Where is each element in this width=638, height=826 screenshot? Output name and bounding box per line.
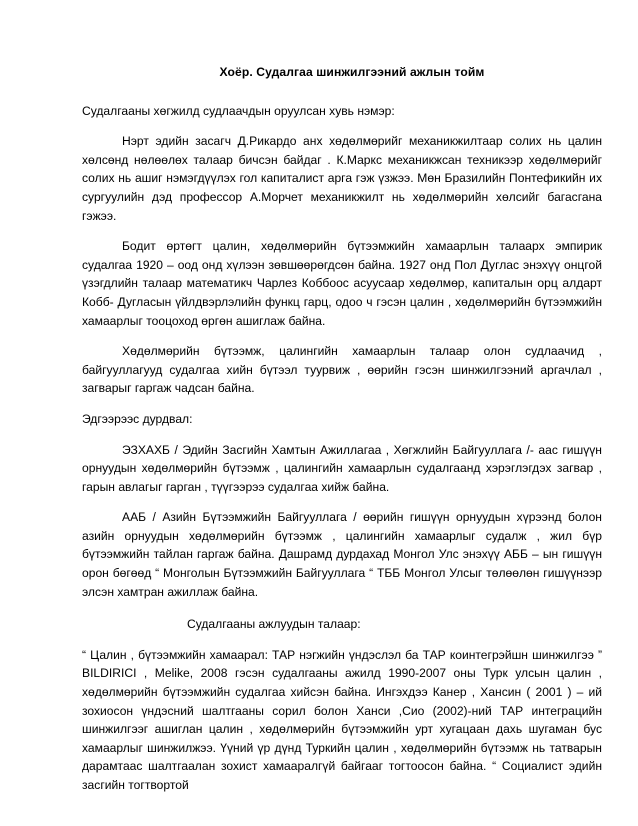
paragraph-ricardo-marx: Нэрт эдийн засагч Д.Рикардо анх хөдөлмөрийг механикжилтаар солих нь цалин хөлсөнд нөлөөлөх талаар бичсэн байдаг . К.Маркс механикжсан техникээр хөдөлмөрийг солих нь ашиг нэмэгдүүлэх гол капиталист арга гэж үзжээ. Мөн Бразилийн Понтефикийн их сургуулийн дэд профессор А.Морчет механикжилт нь хөдөлмөрийн хөлсийг багасгана гэжээ. (82, 134, 602, 223)
intro-paragraph: Судалгааны хөгжилд судлаачдын оруулсан хувь нэмэр: (82, 103, 395, 118)
paragraph-apo: ААБ / Азийн Бүтээмжийн Байгууллага / өөрийн гишүүн орнуудын хүрээнд болон азийн орнуудын хөдөлмөрийн бүтээмж , цалингийн хамаарлыг судалж , жил бүр бүтээмжийн тайлан гаргаж байна. Дашрамд дурдахад Монгол Улс энэхүү АББ – ын гишүүн орон бөгөөд “ Монголын Бүтээмжийн Байгууллага “ ТББ Монгол Улсыг төлөөлөн гишүүнээр элсэн хамтран ажиллаж байна. (82, 510, 602, 599)
paragraph-oecd: ЭЗХАХБ / Эдийн Засгийн Хамтын Ажиллагаа , Хөгжлийн Байгууллага /- аас гишүүн орнуудын хөдөлмөрийн бүтээмж , цалингийн хамаарлын судалгаанд хэрэглэгдэх загвар , гарын авлагыг гарган , түүгээрээ судалгаа хийж байна. (82, 442, 602, 494)
subheading: Судалгааны ажлуудын талаар: (187, 617, 361, 632)
document-page (82, 63, 602, 807)
paragraph-bildirici: “ Цалин , бүтээмжийн хамаарал: ТАР нэгжийн үндэслэл ба ТАР коинтегрэйшн шинжилгээ ” BILDIRICI , Melike, 2008 гэсэн судалгааны ажилд 1990-2007 оны Турк улсын цалин , хөдөлмөрийн бүтээмжийн судалгаа хийсэн байна. Ингэхдээ Канер , Хансин ( 2001 ) – ий зохиосон үндэсний шалтгааны сорил болон Ханси ,Сио (2002)-ний ТАР интеграцийн шинжилгээг ашиглан цалин , хөдөлмөрийн бүтээмжийн урт хугацаан дахь шугаман бус хамаарлыг шинжилжээ. Үүний үр дүнд Туркийн цалин , хөдөлмөрийн бүтээмж нь татварын дарамтаас шалтгаалан зохист хамааралгүй байгааг тогтоосон байна. “ Социалист эдийн засгийн тогтвортой (82, 647, 602, 792)
paragraph-examples-intro: Эдгээрээс дурдвал: (82, 411, 193, 426)
paragraph-researchers: Хөдөлмөрийн бүтээмж, цалингийн хамаарлын талаар олон судлаачид , байгууллагууд судалгаа хийн бүтээл туурвиж , өөрийн гэсэн шинжилгээний аргачлал , загварыг гаргаж чадсан байна. (82, 344, 602, 396)
section-title: Хоёр. Судалгаа шинжилгээний ажлын тойм (219, 65, 485, 79)
paragraph-cobb-douglas: Бодит өртөгт цалин, хөдөлмөрийн бүтээмжийн хамаарлын талаарх эмпирик судалгаа 1920 – оод онд хүлээн зөвшөөрөгдсөн байна. 1927 онд Пол Дуглас энэхүү онцгой үзэгдлийн талаар математикч Чарлез Коббоос асуусаар хөдөлмөр, капиталын орц алдарт Кобб- Дугласын үйлдвэрлэлийн функц гарц, одоо ч гэсэн цалин , хөдөлмөрийн бүтээмжийн хамаарлыг тооцоход өргөн ашиглаж байна. (82, 239, 602, 328)
